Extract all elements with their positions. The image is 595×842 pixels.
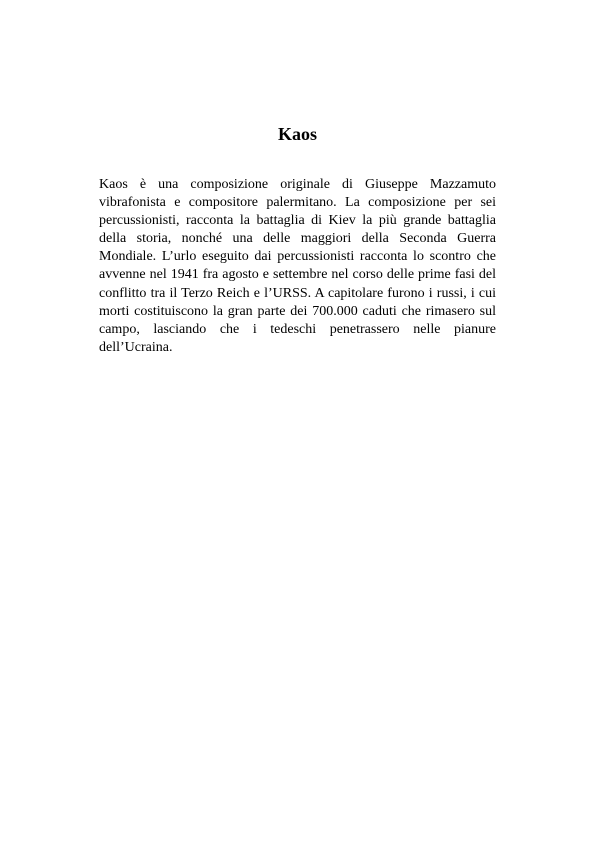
document-title: Kaos <box>277 124 317 144</box>
body-paragraph: Kaos è una composizione originale di Giuseppe Mazzamuto vibrafonista e compositore palermitano. La composizione per sei percussionisti, racconta la battaglia di Kiev la più grande battaglia della storia, nonché una delle maggiori della Seconda Guerra Mondiale. L’urlo eseguito dai percussionisti racconta lo scontro che avvenne nel 1941 fra agosto e settembre nel corso delle prime fasi del conflitto tra il Terzo Reich e l’URSS. A capitolare furono i russi, i cui morti costituiscono la gran parte dei 700.000 caduti che rimasero sul campo, lasciando che i tedeschi penetrassero nelle pianure dell’Ucraina. <box>99 177 496 355</box>
